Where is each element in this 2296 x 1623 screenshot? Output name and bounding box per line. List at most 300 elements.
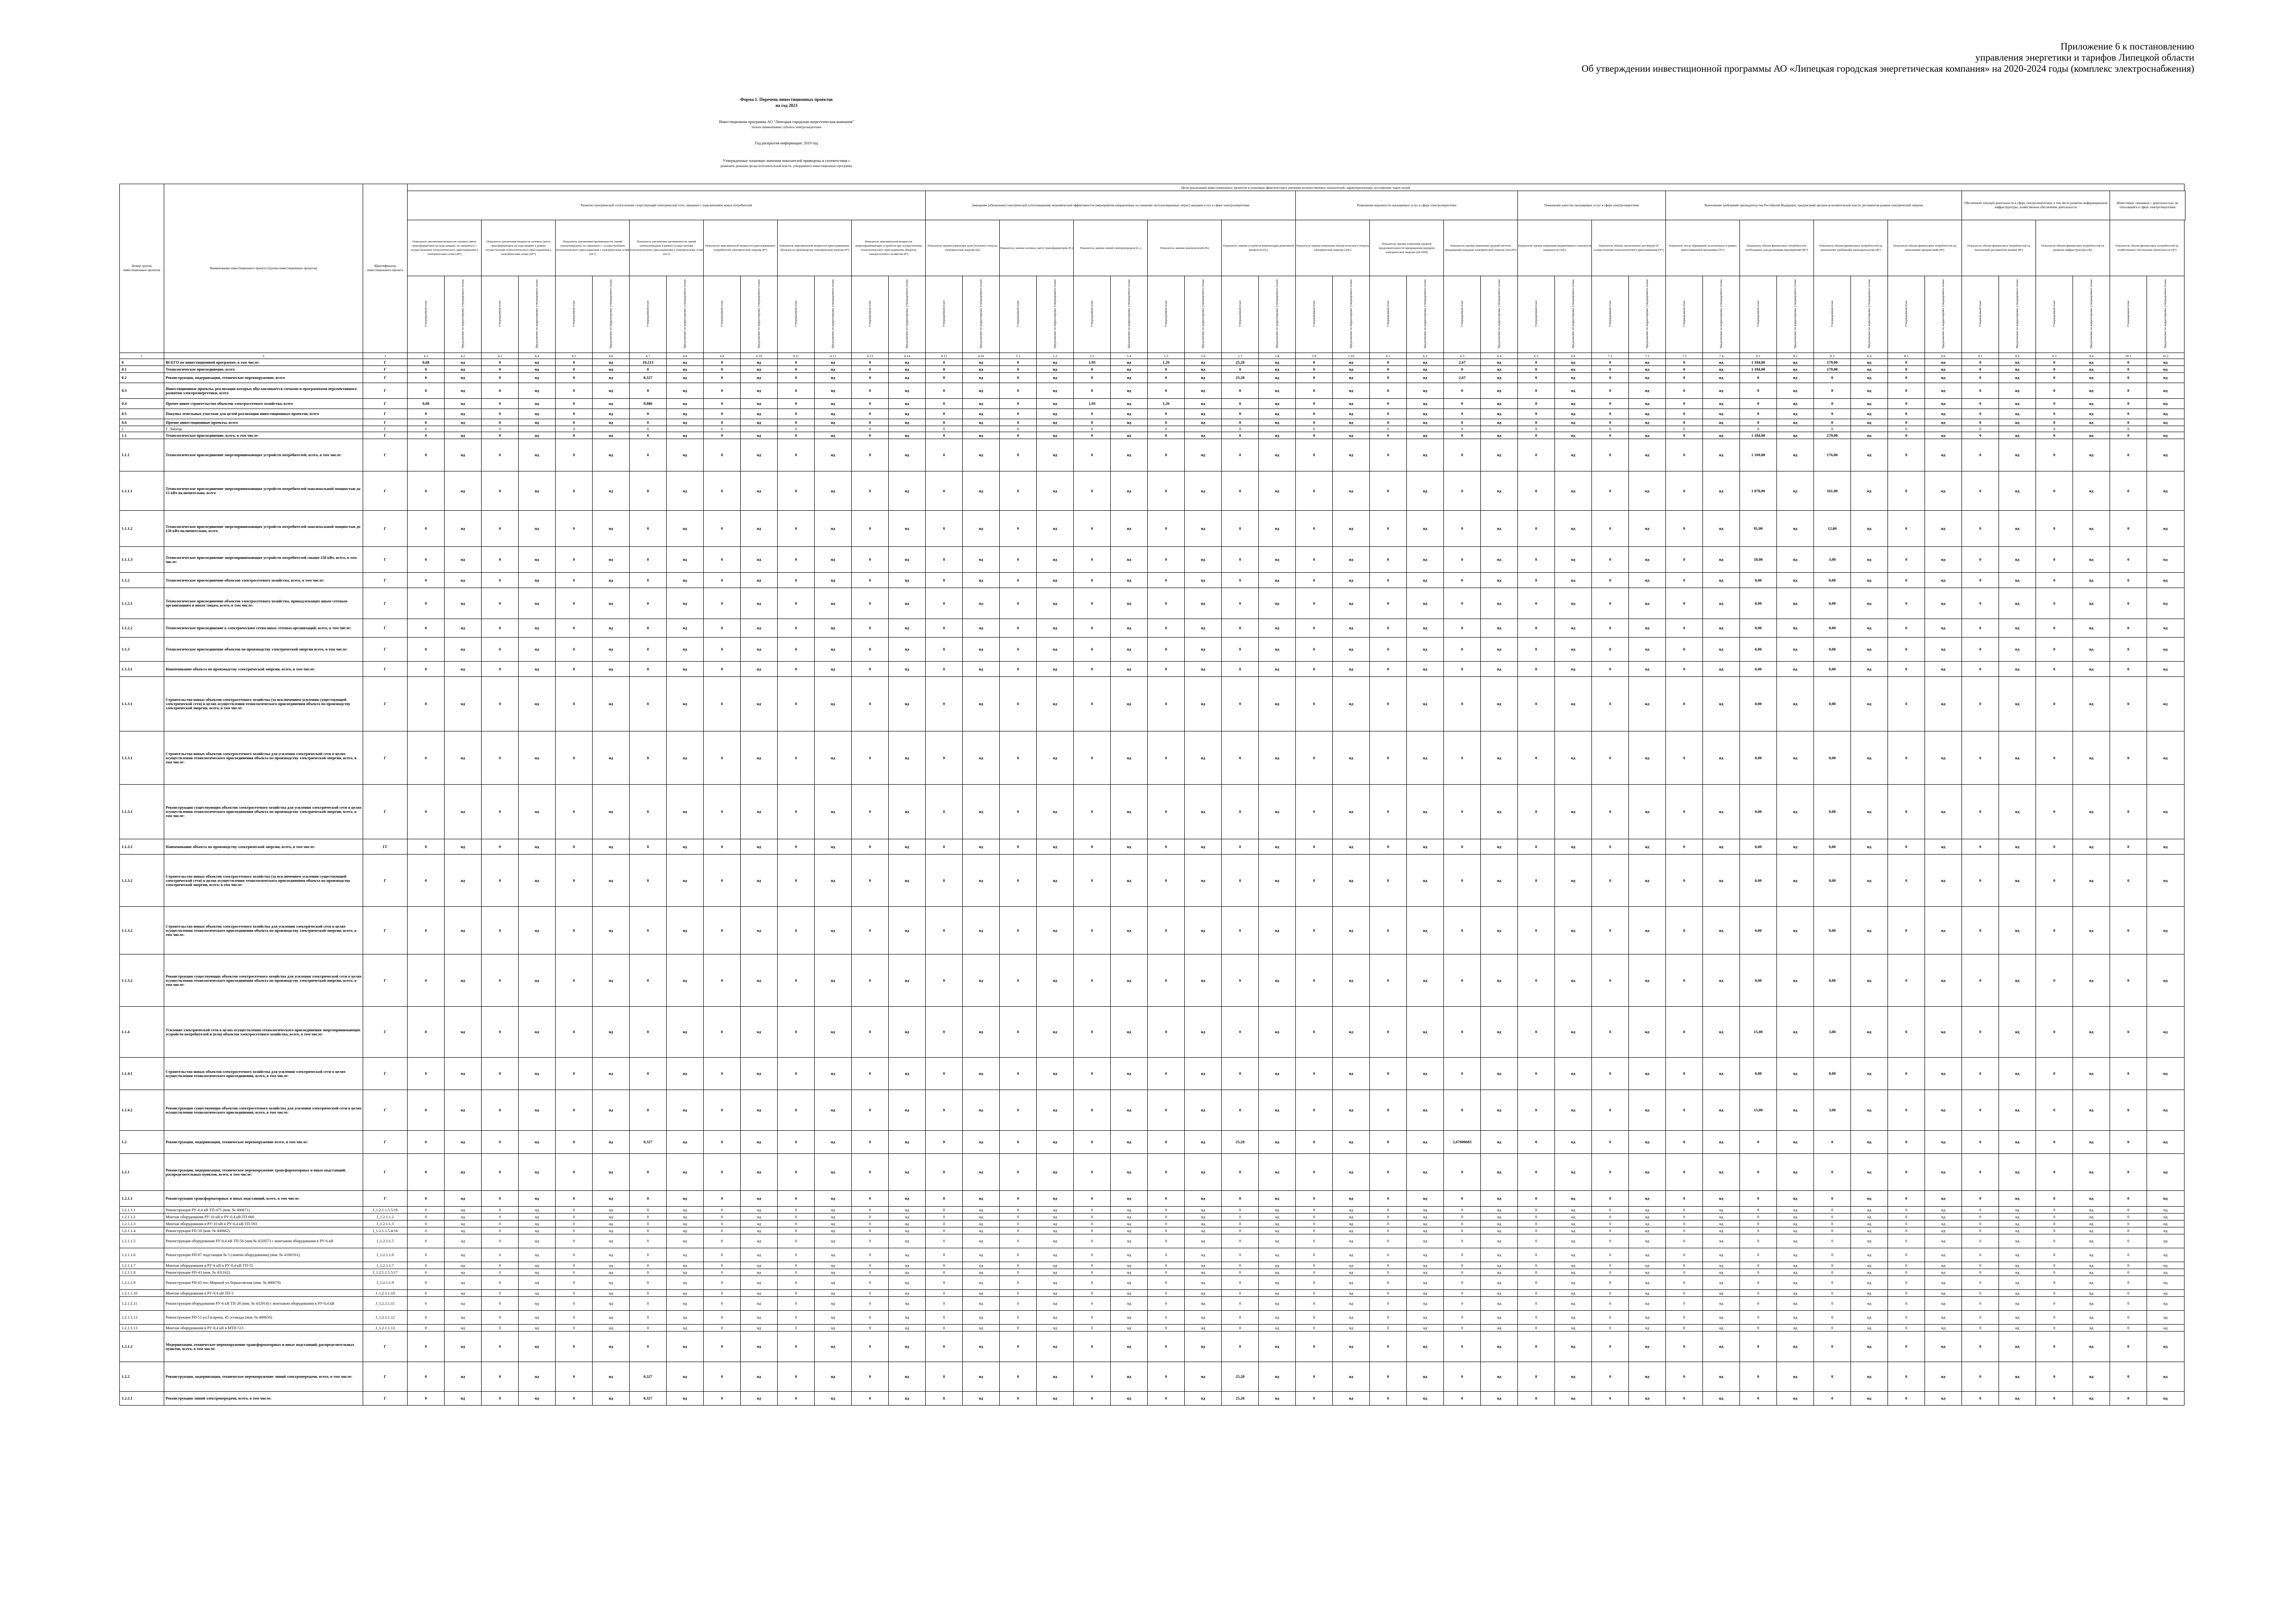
row-value-cell: 0	[1888, 1297, 1925, 1311]
row-value-cell: 0	[630, 1262, 667, 1269]
row-value-cell: нд	[1185, 954, 1222, 1007]
row-value-cell: нд	[1777, 839, 1814, 855]
row-value-cell: 0	[1592, 1131, 1629, 1154]
row-value-cell: нд	[1185, 1297, 1222, 1311]
row-value-cell: нд	[1037, 785, 1074, 839]
row-value-cell: нд	[1703, 1311, 1740, 1325]
row-value-cell: 0	[926, 638, 963, 662]
row-value-cell: 0	[1814, 1290, 1851, 1297]
row-value-cell: 0	[2036, 1248, 2073, 1262]
row-value-cell: нд	[889, 1276, 926, 1290]
row-value-cell: 0	[1444, 1234, 1481, 1248]
row-value-cell: нд	[1703, 1131, 1740, 1154]
row-value-cell: нд	[667, 907, 704, 954]
row-value-cell: 0	[926, 1290, 963, 1297]
row-value-cell: 0	[704, 588, 741, 619]
row-value-cell: 0	[2036, 662, 2073, 677]
row-value-cell: 0	[1592, 662, 1629, 677]
row-value-cell: нд	[1037, 419, 1074, 426]
row-value-cell: 0	[408, 383, 445, 399]
header-approved-plan	[1518, 276, 1555, 353]
row-value-cell: нд	[667, 383, 704, 399]
row-value-cell: нд	[1333, 1234, 1370, 1248]
header-approved-plan	[1962, 276, 1999, 353]
row-value-cell: 0	[1814, 409, 1851, 419]
row-value-cell: 0	[1074, 638, 1111, 662]
row-value-cell: 0	[630, 662, 667, 677]
row-value-cell: нд	[1407, 359, 1444, 366]
row-value-cell: 0	[1074, 1058, 1111, 1090]
row-value-cell: 0	[778, 785, 815, 839]
row-value-cell: нд	[445, 954, 482, 1007]
row-value-cell: 0	[778, 1311, 815, 1325]
header-column-number: 7.3	[1666, 353, 1703, 359]
row-value-cell: нд	[1185, 1214, 1222, 1220]
row-value-cell: 0	[704, 1007, 741, 1058]
row-value-cell: 0	[2036, 419, 2073, 426]
table-row	[120, 1248, 2185, 1262]
table-row	[120, 1234, 2185, 1248]
row-value-cell: 0	[1000, 419, 1037, 426]
row-value-cell: нд	[1111, 399, 1148, 409]
row-value-cell: 0	[1000, 432, 1037, 439]
row-value-cell: нд	[815, 359, 852, 366]
row-value-cell: 0	[1000, 1248, 1037, 1262]
row-value-cell: нд	[1111, 547, 1148, 573]
row-value-cell: 0	[1444, 1362, 1481, 1392]
row-value-cell: нд	[1259, 409, 1296, 419]
table-row	[120, 573, 2185, 588]
row-value-cell: 0	[1148, 1154, 1185, 1191]
row-value-cell: 0	[778, 1207, 815, 1214]
row-value-cell: 0,00	[1814, 638, 1851, 662]
row-value-cell: 0	[1370, 1392, 1407, 1406]
row-value-cell: нд	[741, 1007, 778, 1058]
row-value-cell: 0	[1296, 373, 1333, 383]
row-value-cell: нд	[593, 907, 630, 954]
row-value-cell: 0	[1074, 1269, 1111, 1276]
row-value-cell: нд	[1481, 1131, 1518, 1154]
row-value-cell: нд	[815, 1311, 852, 1325]
row-value-cell: 0	[1740, 1290, 1777, 1297]
row-value-cell: нд	[1259, 1191, 1296, 1207]
row-value-cell: нд	[889, 1007, 926, 1058]
row-value-cell: нд	[1037, 1191, 1074, 1207]
row-value-cell: 0	[1296, 1154, 1333, 1191]
row-value-cell: нд	[1703, 432, 1740, 439]
row-value-cell: нд	[1111, 1276, 1148, 1290]
row-value-cell: 0	[1518, 1191, 1555, 1207]
row-value-cell: 0	[1962, 1131, 1999, 1154]
row-value-cell: нд	[1481, 1191, 1518, 1207]
row-value-cell: нд	[1555, 1214, 1592, 1220]
row-value-cell: нд	[1259, 1090, 1296, 1131]
row-value-cell: 0,00	[1740, 573, 1777, 588]
row-project-name: Технологическое присоединение объектов электросетевого хозяйства, всего, в том числе:	[164, 573, 363, 588]
row-value-cell: нд	[445, 1220, 482, 1227]
row-number: 1.2.2	[120, 1362, 164, 1392]
row-value-cell: нд	[1555, 1269, 1592, 1276]
row-value-cell: нд	[519, 731, 556, 785]
row-value-cell: нд	[815, 1220, 852, 1227]
row-project-id: Г	[363, 855, 408, 907]
header-column-number: 8.4	[1851, 353, 1888, 359]
row-value-cell: 0	[2110, 373, 2147, 383]
row-value-cell: нд	[1555, 547, 1592, 573]
row-value-cell: нд	[667, 547, 704, 573]
row-value-cell: 0	[1222, 662, 1259, 677]
row-value-cell: 0	[1962, 373, 1999, 383]
row-value-cell: нд	[1629, 588, 1666, 619]
row-value-cell: нд	[1185, 366, 1222, 373]
row-value-cell: нд	[741, 1220, 778, 1227]
row-value-cell: нд	[963, 1090, 1000, 1131]
row-value-cell: нд	[445, 432, 482, 439]
row-value-cell: 0	[1000, 1131, 1037, 1154]
row-value-cell: нд	[1925, 1325, 1962, 1332]
row-value-cell: нд	[667, 1234, 704, 1248]
row-value-cell: нд	[1999, 1207, 2036, 1214]
row-value-cell: 0	[1000, 662, 1037, 677]
row-value-cell: нд	[1629, 1392, 1666, 1406]
row-value-cell: нд	[1851, 1227, 1888, 1234]
row-value-cell: 0	[1740, 1262, 1777, 1269]
row-value-cell: нд	[1703, 588, 1740, 619]
row-value-cell: нд	[1851, 471, 1888, 511]
header-column-number: 9.3	[2036, 353, 2073, 359]
row-value-cell: 0	[630, 426, 667, 432]
row-value-cell: нд	[1407, 439, 1444, 471]
row-value-cell: 0	[1518, 785, 1555, 839]
row-value-cell: нд	[1555, 573, 1592, 588]
row-value-cell: нд	[1185, 1248, 1222, 1262]
row-value-cell: 0	[2110, 1234, 2147, 1248]
row-value-cell: 0	[630, 383, 667, 399]
row-value-cell: 0	[1814, 1297, 1851, 1311]
row-number: 1.1.2	[120, 573, 164, 588]
row-value-cell: 0	[778, 1290, 815, 1297]
row-value-cell: нд	[815, 662, 852, 677]
row-number: 1.2	[120, 1131, 164, 1154]
row-value-cell: нд	[1851, 1248, 1888, 1262]
row-value-cell: 0	[1370, 419, 1407, 426]
row-value-cell: нд	[2073, 573, 2110, 588]
row-value-cell: нд	[1851, 839, 1888, 855]
row-value-cell: нд	[963, 839, 1000, 855]
row-value-cell: 0	[852, 399, 889, 409]
row-value-cell: 0	[1592, 785, 1629, 839]
row-value-cell: 0	[1518, 1362, 1555, 1392]
header-approved-plan	[1370, 276, 1407, 353]
row-value-cell: нд	[1703, 1362, 1740, 1392]
row-value-cell: нд	[667, 731, 704, 785]
row-value-cell: 25,28	[1222, 1362, 1259, 1392]
row-value-cell	[815, 426, 852, 432]
row-value-cell: 0	[1888, 1191, 1925, 1207]
row-value-cell: нд	[1037, 1207, 1074, 1214]
row-project-id: Г	[363, 439, 408, 471]
row-value-cell: нд	[1259, 1269, 1296, 1276]
row-value-cell: нд	[2147, 359, 2185, 366]
row-value-cell: 0	[482, 1207, 519, 1214]
row-value-cell: нд	[667, 785, 704, 839]
row-value-cell: 0	[926, 677, 963, 731]
row-value-cell: 0	[1296, 588, 1333, 619]
row-value-cell: 0	[2036, 588, 2073, 619]
row-value-cell: нд	[1185, 1325, 1222, 1332]
row-value-cell: нд	[1851, 954, 1888, 1007]
row-value-cell: 0	[1074, 1325, 1111, 1332]
row-value-cell: 0	[1518, 662, 1555, 677]
row-value-cell: нд	[741, 662, 778, 677]
table-row	[120, 1262, 2185, 1269]
row-value-cell: нд	[2073, 677, 2110, 731]
row-value-cell: нд	[1037, 954, 1074, 1007]
row-value-cell: нд	[1185, 1191, 1222, 1207]
header-sub-label: Предложение по корректировке утвержденного плана	[1423, 279, 1427, 348]
row-value-cell: 0	[556, 731, 593, 785]
row-value-cell: 0	[1518, 1290, 1555, 1297]
row-value-cell: 1 184,00	[1740, 359, 1777, 366]
row-number: 1.1.2.2	[120, 619, 164, 638]
row-value-cell: нд	[1333, 419, 1370, 426]
row-value-cell: нд	[741, 547, 778, 573]
row-value-cell: 0	[1148, 1220, 1185, 1227]
row-value-cell: 0	[778, 1362, 815, 1392]
row-value-cell: 0	[1074, 1220, 1111, 1227]
row-value-cell: 0	[1592, 1392, 1629, 1406]
row-value-cell: 0	[1222, 573, 1259, 588]
header-column-number: 5.2	[1037, 353, 1074, 359]
row-value-cell: 161,00	[1814, 471, 1851, 511]
row-value-cell: нд	[889, 573, 926, 588]
row-value-cell: нд	[1777, 1362, 1814, 1392]
row-value-cell: нд	[1481, 677, 1518, 731]
row-value-cell: 0	[1888, 1090, 1925, 1131]
row-value-cell: нд	[1555, 1220, 1592, 1227]
row-value-cell: 0	[482, 1090, 519, 1131]
row-value-cell: 0	[1518, 366, 1555, 373]
row-value-cell: 0	[1148, 839, 1185, 855]
row-value-cell: нд	[1999, 1248, 2036, 1262]
row-value-cell: нд	[741, 1207, 778, 1214]
row-value-cell: 0	[482, 1058, 519, 1090]
row-value-cell: нд	[667, 1311, 704, 1325]
row-value-cell: нд	[1777, 954, 1814, 1007]
row-value-cell: нд	[593, 1290, 630, 1297]
row-value-cell: 0	[1296, 1131, 1333, 1154]
row-value-cell: нд	[741, 785, 778, 839]
row-value-cell: нд	[1777, 366, 1814, 373]
row-value-cell: 0	[926, 366, 963, 373]
row-value-cell: 0	[1148, 1007, 1185, 1058]
row-value-cell: 0	[556, 907, 593, 954]
table-row	[120, 855, 2185, 907]
header-column-number: 6.6	[1555, 353, 1592, 359]
row-value-cell: 0	[1222, 383, 1259, 399]
row-value-cell: 0	[778, 1234, 815, 1248]
row-value-cell: нд	[519, 409, 556, 419]
row-value-cell: нд	[445, 785, 482, 839]
row-value-cell: нд	[1037, 588, 1074, 619]
row-value-cell: нд	[1629, 662, 1666, 677]
row-value-cell: 0,00	[1814, 662, 1851, 677]
row-value-cell: нд	[889, 1262, 926, 1269]
header-approved-plan	[482, 276, 519, 353]
row-value-cell: нд	[815, 573, 852, 588]
row-value-cell: нд	[1333, 1392, 1370, 1406]
row-value-cell: нд	[1777, 1058, 1814, 1090]
row-value-cell: нд	[1703, 383, 1740, 399]
row-value-cell: нд	[1999, 954, 2036, 1007]
row-value-cell: нд	[2147, 855, 2185, 907]
row-value-cell: 0	[556, 1332, 593, 1362]
row-value-cell: нд	[593, 1392, 630, 1406]
row-value-cell: нд	[963, 432, 1000, 439]
header-correction-offer	[1407, 276, 1444, 353]
row-value-cell: нд	[1629, 573, 1666, 588]
row-value-cell: нд	[1111, 1269, 1148, 1276]
row-value-cell: нд	[1333, 573, 1370, 588]
row-value-cell: 0	[1000, 1311, 1037, 1325]
row-value-cell: нд	[815, 1154, 852, 1191]
row-value-cell: 0	[1962, 588, 1999, 619]
row-value-cell: 0	[1518, 1248, 1555, 1262]
row-value-cell: 0	[1666, 638, 1703, 662]
row-value-cell: нд	[593, 1154, 630, 1191]
row-value-cell: 0	[852, 419, 889, 426]
row-value-cell: 0	[2110, 383, 2147, 399]
row-value-cell: нд	[1555, 511, 1592, 547]
row-value-cell: нд	[1925, 1191, 1962, 1207]
row-value-cell: нд	[741, 383, 778, 399]
row-value-cell: 0,00	[1740, 1058, 1777, 1090]
row-value-cell: нд	[1703, 954, 1740, 1007]
row-value-cell: 0	[1074, 547, 1111, 573]
row-value-cell: 0	[778, 1090, 815, 1131]
row-value-cell: нд	[519, 1090, 556, 1131]
row-value-cell: нд	[1481, 511, 1518, 547]
table-row	[120, 1311, 2185, 1325]
row-value-cell: 0	[1222, 1191, 1259, 1207]
row-value-cell: 0	[1962, 907, 1999, 954]
row-value-cell: нд	[815, 785, 852, 839]
row-project-id: Г	[363, 1090, 408, 1131]
row-value-cell: 0	[2110, 1214, 2147, 1220]
table-row	[120, 731, 2185, 785]
row-project-name: Реконструкция оборудования РУ-0,4 кВ ТП-58 (инв.№ 432857) с монтажом оборудования в РУ-6 кВ	[164, 1234, 363, 1248]
row-project-id: Г	[363, 366, 408, 373]
header-approved-plan	[556, 276, 593, 353]
row-value-cell: нд	[1629, 1131, 1666, 1154]
row-value-cell: 0	[778, 471, 815, 511]
row-value-cell: 0	[778, 547, 815, 573]
row-value-cell: нд	[2147, 1276, 2185, 1290]
row-value-cell: нд	[445, 1154, 482, 1191]
row-value-cell: нд	[519, 1214, 556, 1220]
row-value-cell: 0	[1962, 1007, 1999, 1058]
row-value-cell: 0	[408, 1090, 445, 1131]
row-value-cell: нд	[667, 373, 704, 383]
row-value-cell: 25,28	[1222, 1131, 1259, 1154]
row-value-cell: нд	[667, 1227, 704, 1234]
row-value-cell: 0	[408, 1214, 445, 1220]
row-value-cell: нд	[1481, 1007, 1518, 1058]
row-value-cell: 0	[408, 677, 445, 731]
row-value-cell: нд	[889, 373, 926, 383]
row-value-cell: нд	[1925, 1131, 1962, 1154]
row-value-cell: 0,00	[1740, 588, 1777, 619]
row-value-cell: нд	[1629, 855, 1666, 907]
row-value-cell: 0	[1444, 1248, 1481, 1262]
row-number: 1.2.1.1.13	[120, 1325, 164, 1332]
row-value-cell: нд	[2147, 1269, 2185, 1276]
row-value-cell	[519, 426, 556, 432]
row-value-cell: нд	[519, 1220, 556, 1227]
row-value-cell: 0	[1296, 1207, 1333, 1214]
header-approved-plan	[630, 276, 667, 353]
row-value-cell: 0	[2110, 1332, 2147, 1362]
row-value-cell: 0	[1888, 409, 1925, 419]
row-value-cell: 0	[1296, 511, 1333, 547]
header-correction-offer	[963, 276, 1000, 353]
row-value-cell: нд	[2073, 1311, 2110, 1325]
row-value-cell: нд	[963, 547, 1000, 573]
row-value-cell: 0	[704, 439, 741, 471]
row-value-cell: нд	[815, 409, 852, 419]
row-value-cell: нд	[1111, 907, 1148, 954]
table-row	[120, 677, 2185, 731]
row-value-cell: нд	[1407, 409, 1444, 419]
header-column-number: 2	[164, 353, 363, 359]
row-value-cell: нд	[1851, 1392, 1888, 1406]
row-value-cell: нд	[1037, 373, 1074, 383]
row-value-cell: нд	[1999, 1325, 2036, 1332]
row-value-cell: нд	[2073, 366, 2110, 373]
row-value-cell: нд	[445, 839, 482, 855]
row-value-cell: 0	[482, 1248, 519, 1262]
row-value-cell: нд	[1185, 588, 1222, 619]
header-sub-label: Предложение по корректировке утвержденного плана	[757, 279, 761, 348]
row-value-cell: нд	[2147, 588, 2185, 619]
row-value-cell: нд	[1925, 677, 1962, 731]
row-value-cell: 0	[1592, 426, 1629, 432]
row-value-cell: нд	[1629, 839, 1666, 855]
row-value-cell: нд	[1555, 399, 1592, 409]
header-sub-label: Утвержденный план	[498, 300, 501, 327]
row-value-cell: нд	[889, 1058, 926, 1090]
row-project-id: Г	[363, 573, 408, 588]
row-value-cell: 0	[1444, 638, 1481, 662]
row-value-cell: нд	[2147, 907, 2185, 954]
row-value-cell: 0	[408, 839, 445, 855]
row-value-cell: 0	[926, 588, 963, 619]
header-approved-plan	[926, 276, 963, 353]
row-value-cell: 0	[1296, 1007, 1333, 1058]
header-sub-label: Утвержденный план	[1609, 300, 1612, 327]
row-project-name: Реконструкция, модернизация, техническое перевооружение трансформаторных и иных подстанций, распределительных пунктов, всего, в том числе:	[164, 1154, 363, 1191]
row-value-cell: нд	[1555, 1290, 1592, 1297]
row-value-cell: 0	[408, 1290, 445, 1297]
row-value-cell: 0	[1074, 855, 1111, 907]
row-value-cell: нд	[1703, 619, 1740, 638]
row-value-cell: 0	[1518, 839, 1555, 855]
row-value-cell: нд	[1999, 1220, 2036, 1227]
header-approved-plan	[1074, 276, 1111, 353]
row-value-cell: 0	[1000, 1090, 1037, 1131]
header-sub-label: Утвержденный план	[1461, 300, 1464, 327]
row-value-cell: нд	[2073, 1297, 2110, 1311]
